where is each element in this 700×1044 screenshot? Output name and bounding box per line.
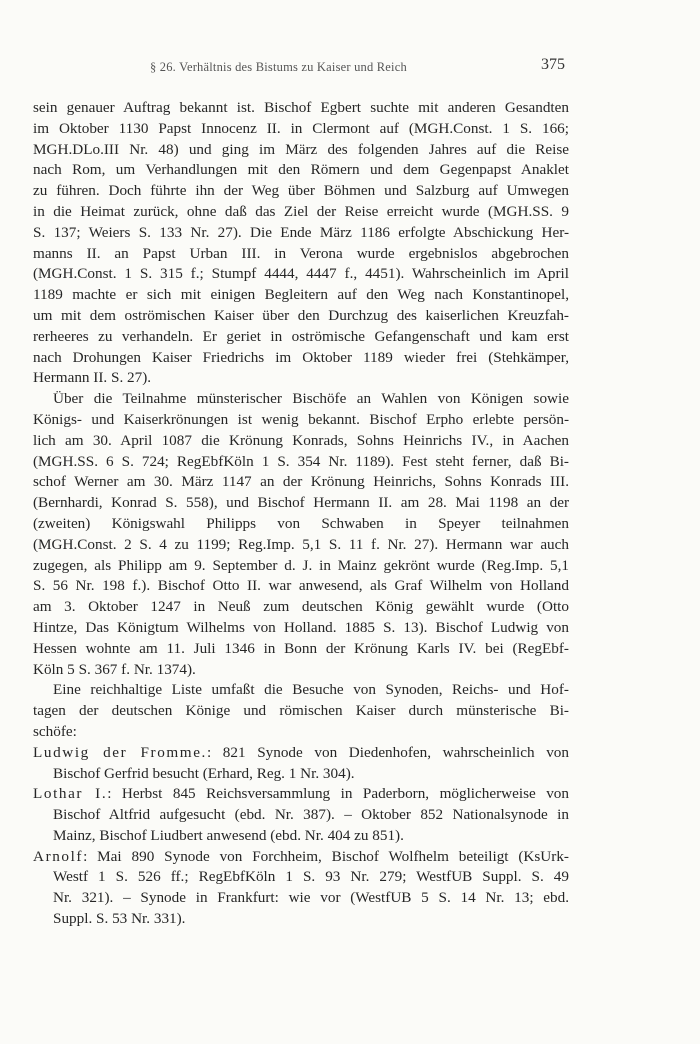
entry-lothar	[33, 784, 569, 846]
paragraph-1	[33, 98, 569, 389]
text-line: lich am 30. April 1087 die Krönung Konrads, Sohns Heinrichs IV., in Aachen	[33, 431, 569, 449]
text-line: zugegen, als Philipp am 9. September d. J. in Mainz gekrönt wurde (Reg.Imp. 5,1	[33, 556, 569, 574]
entry-first-line	[33, 743, 569, 764]
text-line: S. 56 Nr. 198 f.). Bischof Otto II. war anwesend, als Graf Wilhelm von Holland	[33, 577, 569, 595]
text-line: Westf 1 S. 526 ff.; RegEbfKöln 1 S. 93 Nr. 279; WestfUB Suppl. S. 49	[53, 868, 569, 886]
entry-first-text: : Herbst 845 Reichsversammlung in Paderborn, möglicherweise von	[107, 785, 569, 803]
entry-name: Lothar I.	[33, 785, 108, 803]
entry-ludwig	[33, 743, 569, 785]
text-line: Hermann II. S. 27).	[33, 369, 152, 387]
text-line: schof Werner am 30. März 1147 an der Krönung Heinrichs, Sohns Konrads III.	[33, 473, 569, 491]
text-line: Hintze, Das Königtum Wilhelms von Holland. 1885 S. 13). Bischof Ludwig von	[33, 618, 569, 636]
text-line: schöfe:	[33, 722, 77, 740]
text-line: im Oktober 1130 Papst Innocenz II. in Clermont auf (MGH.Const. 1 S. 166;	[33, 119, 569, 137]
text-line: in die Heimat zurück, ohne daß das Ziel der Reise erreicht wurde (MGH.SS. 9	[33, 202, 569, 220]
text-line: S. 137; Weiers S. 133 Nr. 27). Die Ende März 1186 erfolgte Abschickung Her-	[33, 223, 569, 241]
text-line: nach Drohungen Kaiser Friedrichs im Oktober 1189 wieder frei (Stehkämper,	[33, 348, 569, 366]
entry-first-line	[33, 847, 569, 868]
text-line: (MGH.Const. 1 S. 315 f.; Stumpf 4444, 4447 f., 4451). Wahrscheinlich im April	[33, 265, 569, 283]
text-line: (MGH.SS. 6 S. 724; RegEbfKöln 1 S. 354 Nr. 1189). Fest steht ferner, daß Bi-	[33, 452, 569, 470]
text-line: 1189 machte er sich mit einigen Begleitern auf den Weg nach Konstantinopel,	[33, 286, 569, 304]
text-line: Bischof Gerfrid besucht (Erhard, Reg. 1 Nr. 304).	[53, 764, 355, 782]
entry-first-text: : 821 Synode von Diedenhofen, wahrscheinlich von	[206, 743, 569, 761]
text-line: zu führen. Doch führte ihn der Weg über Böhmen und Salzburg auf Umwegen	[33, 182, 569, 200]
text-line: Nr. 321). – Synode in Frankfurt: wie vor (WestfUB 5 S. 14 Nr. 13; ebd.	[53, 889, 569, 907]
text-line: Köln 5 S. 367 f. Nr. 1374).	[33, 660, 196, 678]
text-line: nach Rom, um Verhandlungen mit den Römern und dem Gegenpapst Anaklet	[33, 161, 569, 179]
paragraph-2	[33, 389, 569, 680]
running-head: § 26. Verhältnis des Bistums zu Kaiser und Reich	[150, 60, 407, 74]
text-line: Über die Teilnahme münsterischer Bischöfe an Wahlen von Königen sowie	[53, 390, 569, 408]
text-line: Bischof Altfrid aufgesucht (ebd. Nr. 387). – Oktober 852 Nationalsynode in	[53, 806, 569, 824]
entry-first-line	[33, 784, 569, 805]
text-line: Mainz, Bischof Liudbert anwesend (ebd. Nr. 404 zu 851).	[53, 826, 404, 844]
text-line: MGH.DLo.III Nr. 48) und ging im März des folgenden Jahres auf die Reise	[33, 140, 569, 158]
text-line: am 3. Oktober 1247 in Neuß zum deutschen König gewählt wurde (Otto	[33, 598, 569, 616]
text-line: (MGH.Const. 2 S. 4 zu 1199; Reg.Imp. 5,1 S. 11 f. Nr. 27). Hermann war auch	[33, 535, 569, 553]
paragraph-3	[33, 680, 569, 742]
text-line: sein genauer Auftrag bekannt ist. Bischof Egbert suchte mit anderen Gesandten	[33, 99, 569, 116]
text-line: Hessen wohnte am 11. Juli 1346 in Bonn der Krönung Karls IV. bei (RegEbf-	[33, 639, 569, 657]
text-line: (Bernhardi, Konrad S. 558), und Bischof Hermann II. am 28. Mai 1198 an der	[33, 494, 569, 512]
text-line: Königs- und Kaiserkrönungen ist wenig bekannt. Bischof Erpho erlebte persön-	[33, 410, 569, 428]
entry-name: Ludwig der Fromme.	[33, 743, 207, 761]
text-line: um mit dem oströmischen Kaiser über den Durchzug des kaiserlichen Kreuzfah-	[33, 306, 569, 324]
page-number: 375	[541, 56, 565, 73]
text-line: rerheeres zu verhandeln. Er geriet in oströmische Gefangenschaft und kam erst	[33, 327, 569, 345]
entry-first-text: : Mai 890 Synode von Forchheim, Bischof Wolfhelm beteiligt (KsUrk-	[83, 847, 569, 865]
entry-arnolf	[33, 847, 569, 930]
entry-name: Arnolf	[33, 847, 84, 865]
text-line: tagen der deutschen Könige und römischen Kaiser durch münsterische Bi-	[33, 702, 569, 720]
text-line: (zweiten) Königswahl Philipps von Schwaben in Speyer teilnahmen	[33, 514, 569, 532]
text-line: Suppl. S. 53 Nr. 331).	[53, 910, 186, 928]
text-line: manns II. an Papst Urban III. in Verona wurde ergebnislos abgebrochen	[33, 244, 569, 262]
text-line: Eine reichhaltige Liste umfaßt die Besuche von Synoden, Reichs- und Hof-	[53, 681, 569, 699]
body-text	[33, 98, 569, 930]
